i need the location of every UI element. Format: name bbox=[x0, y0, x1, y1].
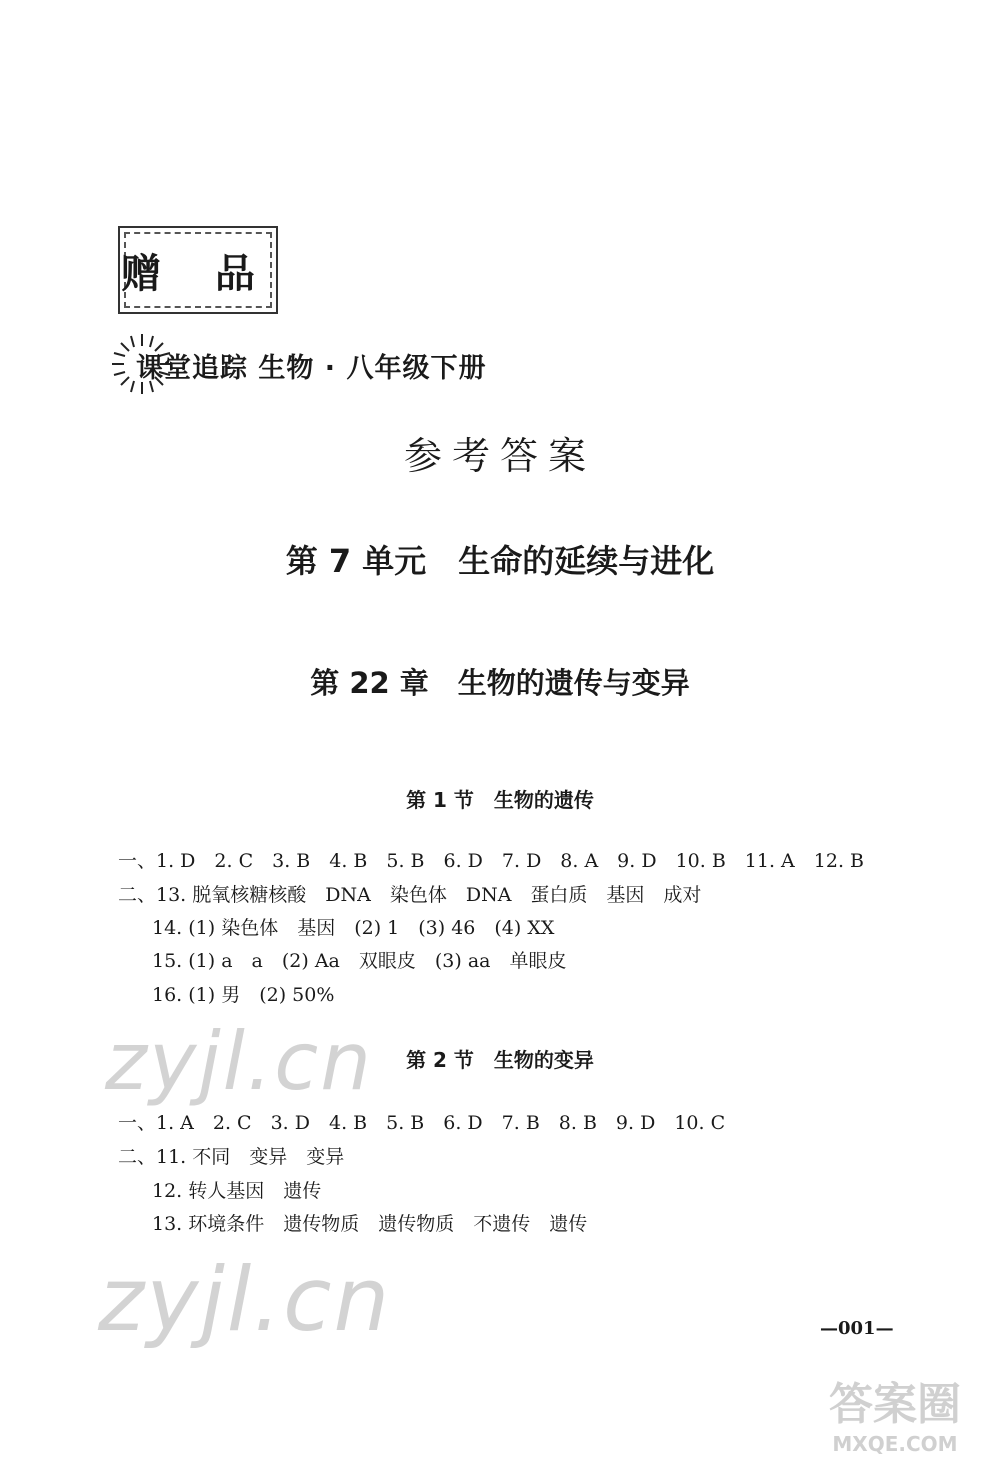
answer-line: 13. 环境条件 遗传物质 遗传物质 不遗传 遗传 bbox=[152, 1213, 588, 1235]
corner-logo-text: 答案圈 bbox=[829, 1379, 961, 1430]
answer-line: 14. (1) 染色体 基因 (2) 1 (3) 46 (4) XX bbox=[152, 917, 555, 939]
page-number: —001— bbox=[820, 1318, 894, 1339]
unit-title: 第 7 单元 生命的延续与进化 bbox=[285, 542, 715, 580]
answer-line: 一、1. A 2. C 3. D 4. B 5. B 6. D 7. B 8. B 9. D 10. C bbox=[118, 1112, 726, 1134]
answer-line: 15. (1) a a (2) Aa 双眼皮 (3) aa 单眼皮 bbox=[152, 950, 567, 972]
answer-line: 二、11. 不同 变异 变异 bbox=[118, 1146, 345, 1168]
section-2-title: 第 2 节 生物的变异 bbox=[406, 1048, 594, 1072]
answer-line: 二、13. 脱氧核糖核酸 DNA 染色体 DNA 蛋白质 基因 成对 bbox=[118, 884, 702, 906]
watermark: zyjl.cn bbox=[98, 1248, 392, 1351]
gift-label: 赠 品 bbox=[121, 251, 275, 297]
watermark: zyjl.cn bbox=[105, 1015, 373, 1108]
corner-logo-url: MXQE.COM bbox=[832, 1432, 958, 1456]
chapter-title: 第 22 章 生物的遗传与变异 bbox=[310, 666, 690, 700]
corner-logo bbox=[795, 1368, 995, 1468]
section-1-title: 第 1 节 生物的遗传 bbox=[406, 788, 594, 812]
answer-line: 12. 转人基因 遗传 bbox=[152, 1180, 322, 1202]
page-heading: 参考答案 bbox=[403, 434, 596, 478]
answer-line: 一、1. D 2. C 3. B 4. B 5. B 6. D 7. D 8. A 9. D 10. B 11. A 12. B bbox=[118, 850, 865, 872]
series-title: 课堂追踪 生物 · 八年级下册 bbox=[136, 353, 487, 384]
answer-line: 16. (1) 男 (2) 50% bbox=[152, 984, 335, 1006]
gift-box bbox=[118, 226, 278, 314]
